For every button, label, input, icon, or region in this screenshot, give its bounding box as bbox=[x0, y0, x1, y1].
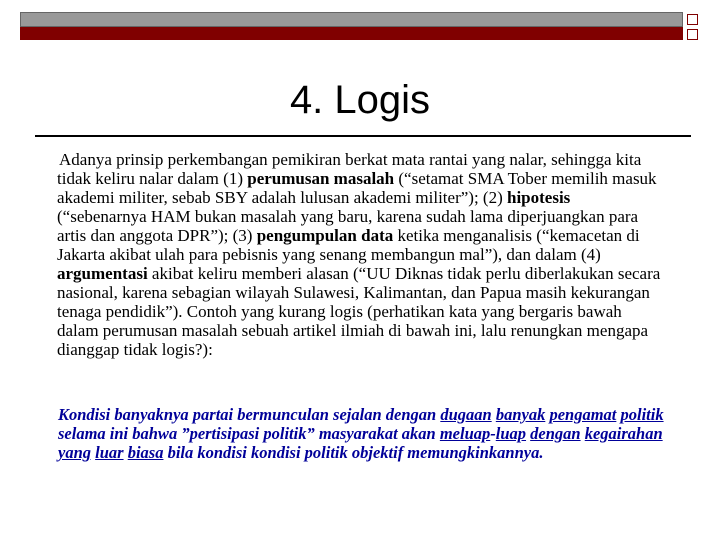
underlined-word: banyak bbox=[495, 405, 546, 424]
example-text: - bbox=[490, 424, 496, 443]
example-text: bila kondisi kondisi politik objektif memungkinkannya. bbox=[163, 443, 544, 462]
term-pengumpulan-data: pengumpulan data bbox=[256, 226, 394, 245]
body-text-4: ketika menganalisis (“kemacetan di Jakarta akibat ulah para pebisnis yang senang membangun mal”), dan dalam (4) bbox=[57, 226, 640, 264]
underlined-word: kegairahan bbox=[584, 424, 663, 443]
slide-title: 4. Logis bbox=[289, 78, 431, 122]
underlined-word: biasa bbox=[127, 443, 164, 462]
body-paragraph bbox=[57, 150, 662, 359]
underlined-word: luap bbox=[495, 424, 527, 443]
header-square-top bbox=[687, 14, 698, 25]
underlined-word: luar bbox=[95, 443, 124, 462]
body-text-2: (“setamat SMA Tober memilih masuk akademi militer, sebab SBY adalah lulusan akademi militer”); (2) bbox=[57, 169, 657, 207]
header-square-bottom bbox=[687, 29, 698, 40]
body-text-3: (“sebenarnya HAM bukan masalah yang baru, karena sudah lama diperjuangkan para artis dan anggota DPR”); (3) bbox=[57, 207, 639, 245]
term-argumentasi: argumentasi bbox=[57, 264, 148, 283]
example-sentence bbox=[58, 405, 698, 462]
term-perumusan-masalah: perumusan masalah bbox=[247, 169, 395, 188]
header-gray-strip bbox=[20, 12, 683, 27]
underlined-word: yang bbox=[58, 443, 91, 462]
body-text-1: Adanya prinsip perkembangan pemikiran berkat mata rantai yang nalar, sehingga kita tidak keliru nalar dalam (1) bbox=[57, 150, 642, 188]
underlined-word: pengamat bbox=[549, 405, 617, 424]
example-text: Kondisi banyaknya partai bermunculan sejalan dengan bbox=[58, 405, 441, 424]
title-divider bbox=[35, 135, 691, 137]
underlined-word: dugaan bbox=[440, 405, 492, 424]
term-hipotesis: hipotesis bbox=[507, 188, 571, 207]
example-text: selama ini bahwa ”pertisipasi politik” masyarakat akan bbox=[58, 424, 440, 443]
underlined-word: dengan bbox=[530, 424, 581, 443]
header-red-strip bbox=[20, 27, 683, 40]
slide-header-decoration bbox=[20, 12, 696, 40]
underlined-word: politik bbox=[620, 405, 664, 424]
underlined-word: meluap bbox=[439, 424, 491, 443]
body-text-5: akibat keliru memberi alasan (“UU Diknas tidak perlu diberlakukan secara nasional, karena sebagian wilayah Sulawesi, Kalimantan, dan Papua masih kekurangan tenaga pendidik”). Contoh yang kurang logis (perhatikan kata yang bergaris bawah dalam perumusan masalah sebuah artikel ilmiah di bawah ini, lalu renungkan mengapa dianggap tidak logis?): bbox=[57, 264, 661, 359]
